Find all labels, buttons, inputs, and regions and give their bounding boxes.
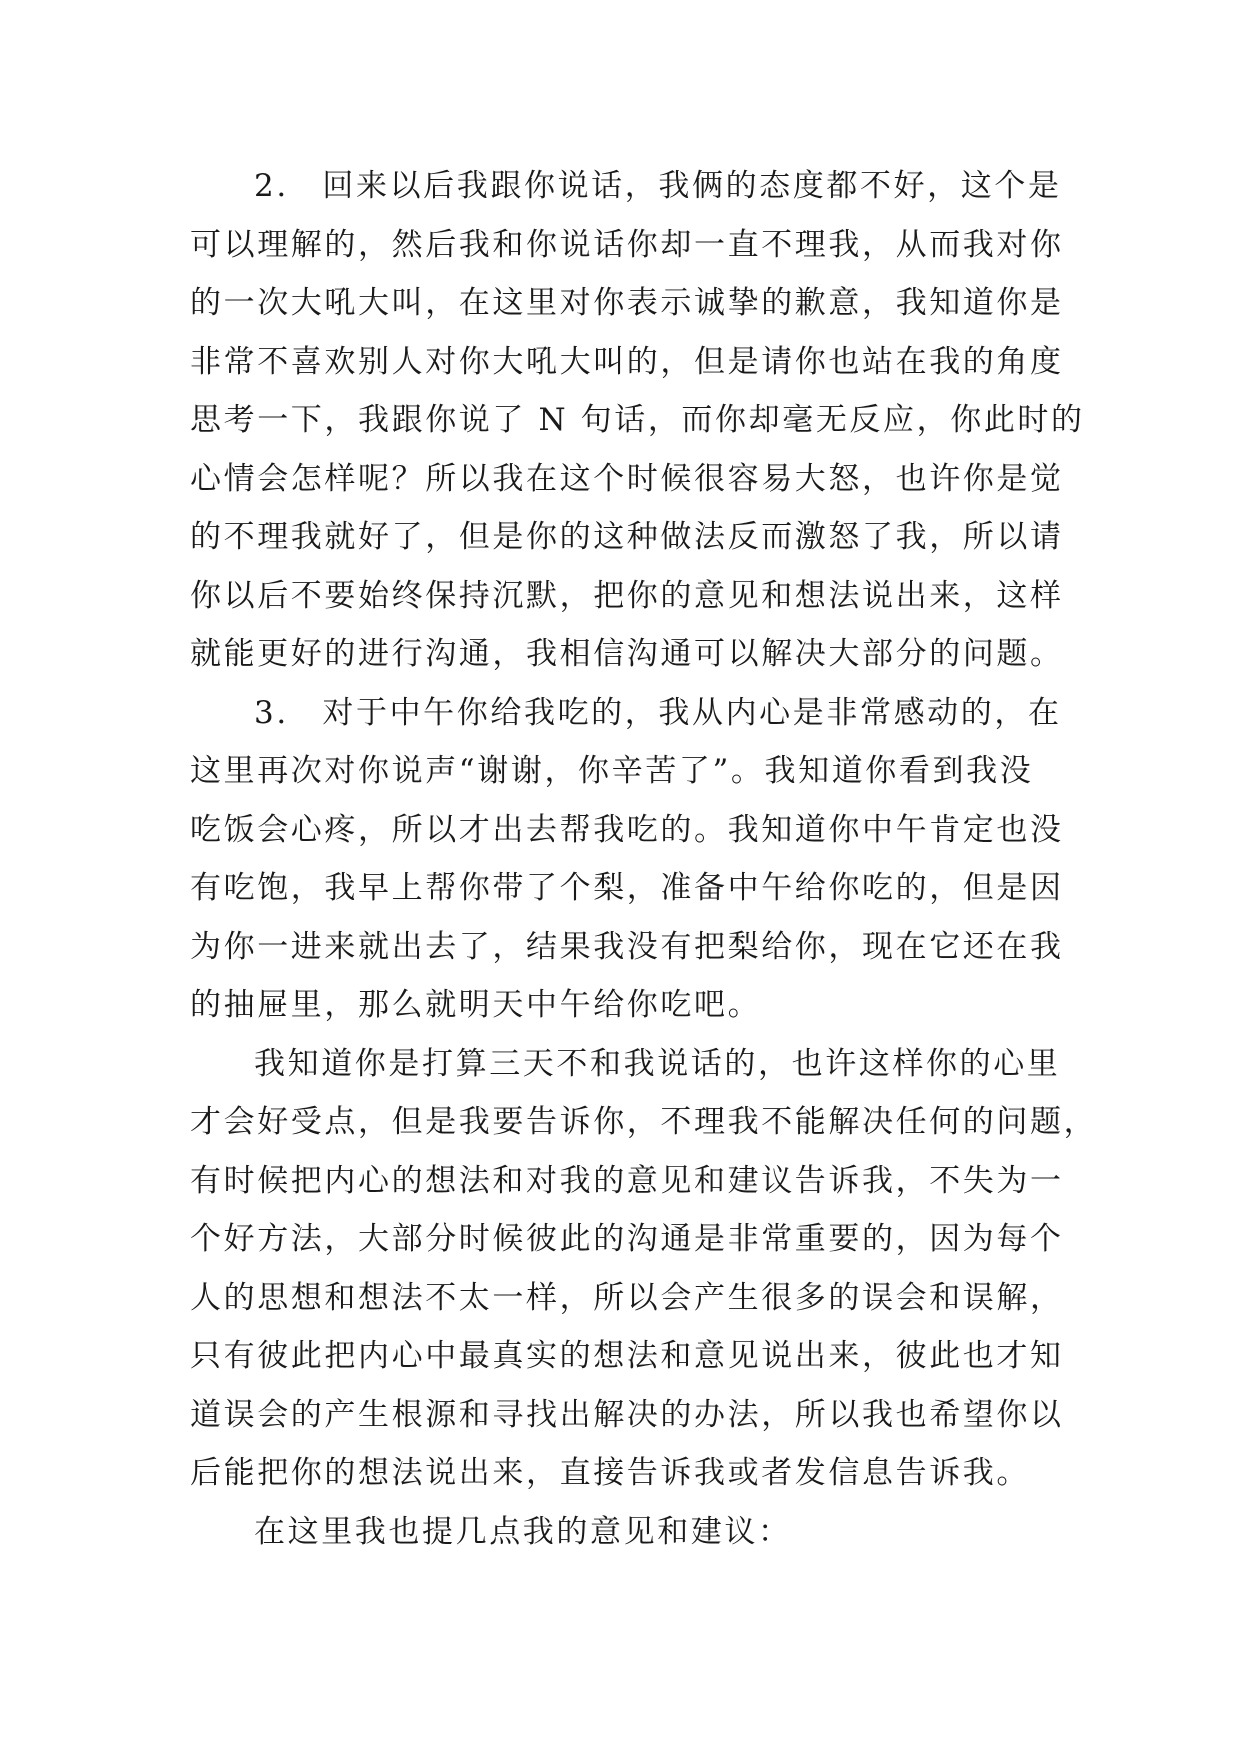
- paragraph-4-line-1: 我知道你是打算三天不和我说话的，也许这样你的心里: [254, 1045, 1061, 1082]
- paragraph-3-line-1: 3. 对于中午你给我吃的，我从内心是非常感动的，在: [254, 694, 1062, 731]
- paragraph-3-line-2: 这里再次对你说声“谢谢，你辛苦了”。我知道你看到我没: [190, 753, 1034, 789]
- paragraph-2-line-3: 的一次大吼大叫，在这里对你表示诚挚的歉意，我知道你是: [190, 285, 1064, 321]
- paragraph-2-line-9: 就能更好的进行沟通，我相信沟通可以解决大部分的问题。: [190, 636, 1064, 672]
- paragraph-4-line-2: 才会好受点，但是我要告诉你，不理我不能解决任何的问题，: [190, 1104, 1098, 1140]
- paragraph-2-line-4: 非常不喜欢别人对你大吼大叫的，但是请你也站在我的角度: [190, 343, 1064, 380]
- paragraph-3-line-5: 为你一进来就出去了，结果我没有把梨给你，现在它还在我: [190, 928, 1064, 965]
- paragraph-2-line-5: 思考一下，我跟你说了 N 句话，而你却毫无反应，你此时的: [190, 402, 1085, 438]
- paragraph-2-line-6: 心情会怎样呢？所以我在这个时候很容易大怒，也许你是觉: [190, 460, 1064, 497]
- paragraph-2-line-8: 你以后不要始终保持沉默，把你的意见和想法说出来，这样: [190, 577, 1064, 614]
- document-body: [190, 157, 1098, 1561]
- paragraph-4-line-6: 只有彼此把内心中最真实的想法和意见说出来，彼此也才知: [190, 1338, 1064, 1374]
- paragraph-3-line-6: 的抽屉里，那么就明天中午给你吃吧。: [190, 987, 762, 1023]
- paragraph-2-line-1: 2. 回来以后我跟你说话，我俩的态度都不好，这个是: [254, 168, 1062, 204]
- paragraph-4-line-3: 有时候把内心的想法和对我的意见和建议告诉我，不失为一: [190, 1162, 1064, 1199]
- paragraph-4-line-7: 道误会的产生根源和寻找出解决的办法，所以我也希望你以: [190, 1396, 1064, 1433]
- paragraph-2-line-2: 可以理解的，然后我和你说话你却一直不理我，从而我对你: [190, 226, 1064, 263]
- paragraph-3-line-3: 吃饭会心疼，所以才出去帮我吃的。我知道你中午肯定也没: [190, 811, 1064, 848]
- paragraph-4-line-8: 后能把你的想法说出来，直接告诉我或者发信息告诉我。: [190, 1455, 1030, 1491]
- paragraph-2-line-7: 的不理我就好了，但是你的这种做法反而激怒了我，所以请: [190, 519, 1064, 555]
- paragraph-5-line-1: 在这里我也提几点我的意见和建议：: [254, 1513, 792, 1550]
- paragraph-4-line-5: 人的思想和想法不太一样，所以会产生很多的误会和误解，: [190, 1279, 1064, 1316]
- paragraph-4-line-4: 个好方法，大部分时候彼此的沟通是非常重要的，因为每个: [190, 1221, 1064, 1257]
- paragraph-3-line-4: 有吃饱，我早上帮你带了个梨，准备中午给你吃的，但是因: [190, 870, 1064, 906]
